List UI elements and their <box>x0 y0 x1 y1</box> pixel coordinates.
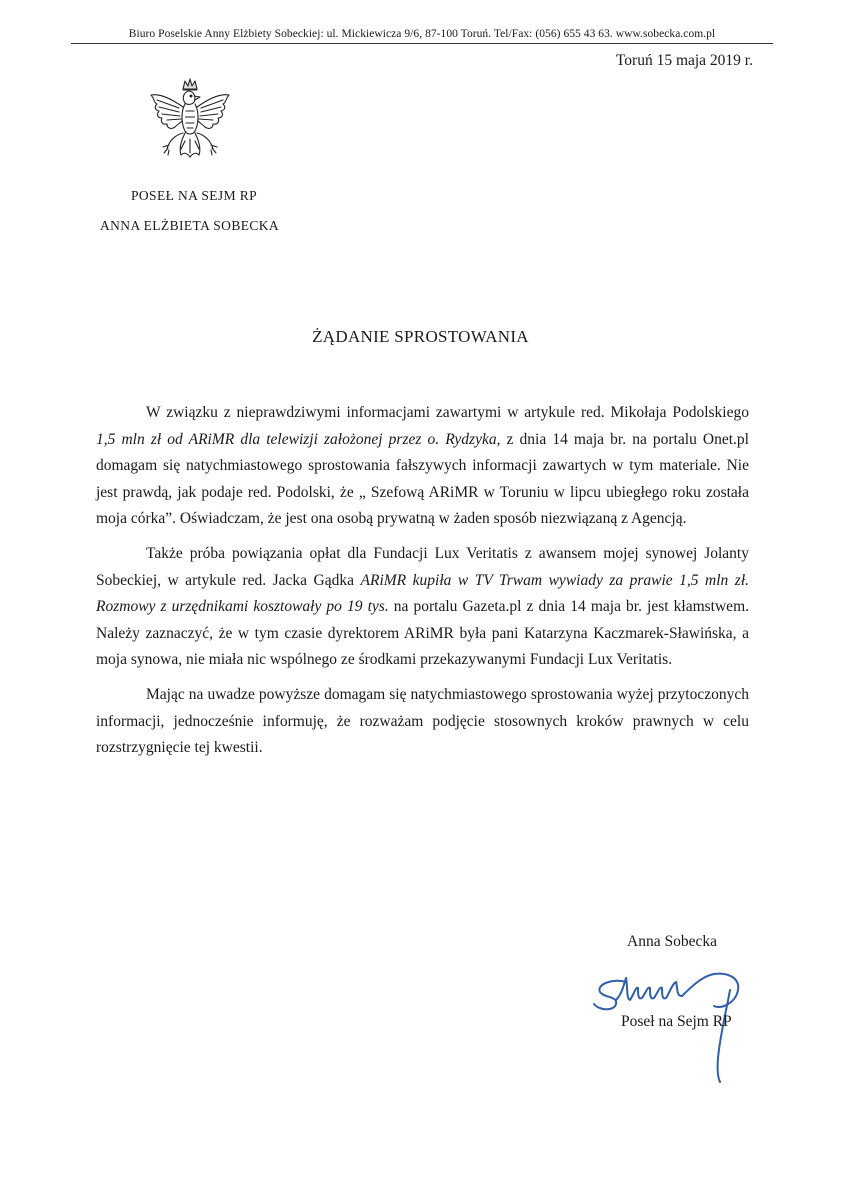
letter-body <box>96 400 749 770</box>
letter-date: Toruń 15 maja 2019 r. <box>615 52 753 69</box>
document-heading: ŻĄDANIE SPROSTOWANIA <box>312 327 529 346</box>
article-title-gazeta: ARiMR kupiła w TV Trwam wywiady za prawie 1,5 mln zł. Rozmowy z urzędnikami kosztowały po 19 tys. <box>96 571 750 616</box>
sender-office: POSEŁ NA SEJM RP <box>131 188 258 203</box>
paragraph-2 <box>96 541 749 674</box>
paragraph-1 <box>96 400 749 533</box>
paragraph-2-text-a: Także próba powiązania opłat dla Fundacji Lux Veritatis z awansem mojej synowej Jolanty Sobeckiej, w artykule red. Jacka Gądka <box>96 544 749 589</box>
paragraph-2-text-b: na portalu Gazeta.pl z dnia 14 maja br. jest kłamstwem. Należy zaznaczyć, że w tym czasie dyrektorem ARiMR była pani Katarzyna Kaczmarek-Sławińska, a moja synowa, nie miała nic wspólnego ze środkami przekazywanymi Fundacji Lux Veritatis. <box>96 598 749 669</box>
article-title-onet: 1,5 mln zł od ARiMR dla telewizji założonej przez o. Rydzyka <box>96 430 497 448</box>
sender-name: ANNA ELŻBIETA SOBECKA <box>100 218 280 233</box>
paragraph-3: Mając na uwadze powyższe domagam się natychmiastowego sprostowania wyżej przytoczonych informacji, jednocześnie informuję, że rozważam podjęcie stosownych kroków prawnych w celu rozstrzygnięcie tej kwestii. <box>96 685 749 757</box>
polish-eagle-emblem-icon <box>145 75 235 183</box>
signatory-role: Poseł na Sejm RP <box>621 1013 732 1030</box>
paragraph-1-text-b: , z dnia 14 maja br. na portalu Onet.pl domagam się natychmiastowego sprostowania fałszywych informacji zawartych w tym materiale. Nie jest prawdą, jak podaje red. Podolski, że „ Szefową ARiMR w Toruniu w lipcu ubiegłego roku została moja córka”. Oświadczam, że jest ona osobą prywatną w żaden sposób niezwiązaną z Agencją. <box>96 430 749 528</box>
letterhead-address: Biuro Poselskie Anny Elżbiety Sobeckiej: ul. Mickiewicza 9/6, 87-100 Toruń. Tel/Fax: (056) 655 43 63. www.sobecka.com.pl <box>71 28 773 44</box>
paragraph-1-text-a: W związku z nieprawdziwymi informacjami zawartymi w artykule red. Mikołaja Podolskiego <box>146 404 749 421</box>
signatory-name: Anna Sobecka <box>627 933 717 950</box>
